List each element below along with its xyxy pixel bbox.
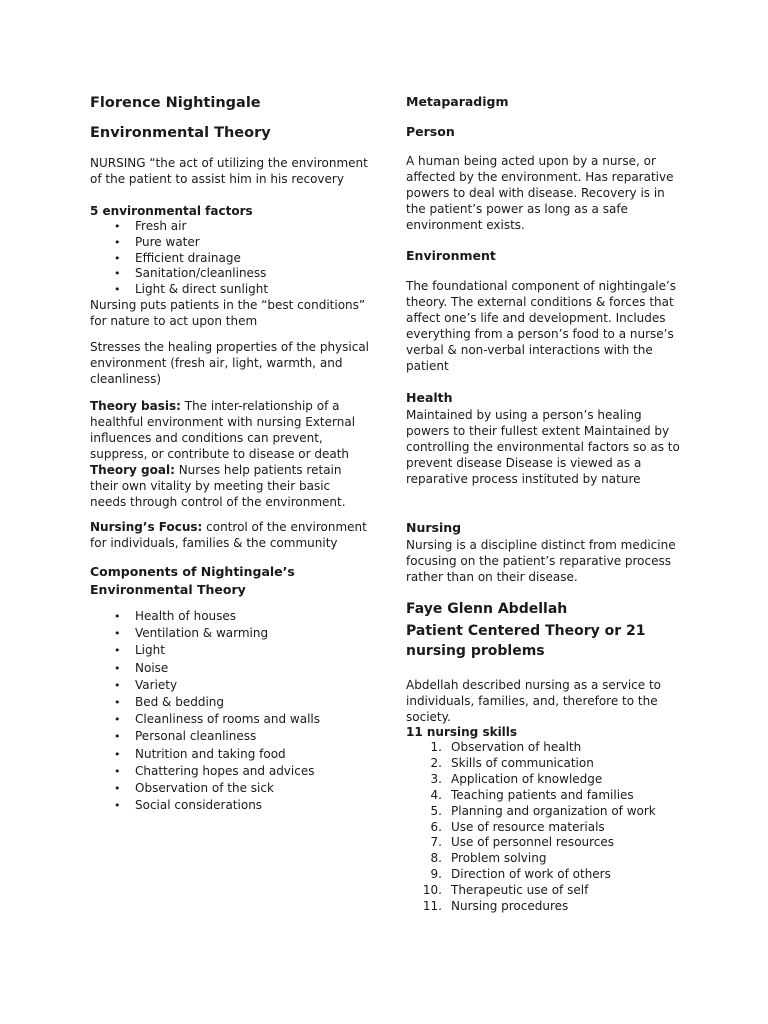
health-heading: Health [406, 390, 453, 405]
list-item: • Noise [90, 660, 370, 677]
list-item: • Ventilation & warming [90, 625, 370, 642]
list-text: Observation of health [451, 740, 582, 754]
list-text: Application of knowledge [451, 771, 603, 786]
components-list [90, 608, 370, 814]
list-item: • Nutrition and taking food [90, 746, 370, 763]
components-heading: Components of Nightingale’s Environmental Theory [90, 564, 295, 597]
list-item [406, 772, 686, 788]
skills-heading: 11 nursing skills [406, 725, 518, 739]
list-number: 5. [430, 803, 442, 818]
person-text: A human being acted upon by a nurse, or affected by the environment. Has reparative powers to deal with disease. Recovery is in the patient’s power as long as a safe environment exists. [406, 154, 674, 232]
list-number: 1. [430, 740, 442, 754]
list-item [406, 740, 686, 756]
theory-goal-label: Theory goal: [90, 463, 175, 477]
environment-heading: Environment [406, 248, 496, 263]
person-heading: Person [406, 124, 455, 139]
list-text: Therapeutic use of self [451, 883, 589, 898]
list-item: • Sanitation/cleanliness [90, 266, 370, 282]
list-text: Teaching patients and families [451, 787, 634, 802]
factors-heading: 5 environmental factors [90, 204, 253, 218]
list-item: • Personal cleanliness [90, 728, 370, 745]
skills-list [406, 740, 686, 915]
list-item [406, 835, 686, 851]
list-number: 4. [430, 787, 442, 802]
list-number: 9. [430, 867, 442, 882]
health-text: Maintained by using a person’s healing powers to their fullest extent Maintained by controlling the environmental factors so as to prevent disease Disease is viewed as a reparative process instituted by nature [406, 408, 680, 486]
list-number: 7. [430, 835, 442, 850]
metaparadigm-heading: Metaparadigm [406, 94, 509, 109]
theory-basis [90, 398, 370, 462]
list-item [406, 899, 686, 915]
list-text: Problem solving [451, 851, 547, 866]
list-text: Use of resource materials [451, 819, 605, 834]
nursing-text: Nursing is a discipline distinct from medicine focusing on the patient’s reparative process rather than on their disease. [406, 538, 676, 584]
list-text: Skills of communication [451, 755, 594, 770]
theory-goal-text: Nurses help patients retain their own vitality by meeting their basic needs through control of the environment. [90, 463, 346, 509]
list-number: 3. [430, 771, 442, 786]
nursing-definition: NURSING “the act of utilizing the environment of the patient to assist him in his recovery [90, 156, 368, 186]
list-item [406, 867, 686, 883]
list-item: • Pure water [90, 235, 370, 251]
nursing-focus-text: control of the environment for individuals, families & the community [90, 520, 367, 550]
nursing-focus [90, 519, 370, 551]
list-item: • Social considerations [90, 797, 370, 814]
list-item: • Bed & bedding [90, 694, 370, 711]
list-text: Direction of work of others [451, 867, 611, 882]
list-text: Use of personnel resources [451, 835, 615, 850]
list-item [406, 851, 686, 867]
list-item: • Fresh air [90, 219, 370, 235]
list-text: Nursing procedures [451, 899, 569, 914]
theory-basis-label: Theory basis: [90, 399, 181, 413]
list-number: 8. [430, 851, 442, 866]
list-item [406, 804, 686, 820]
page-title: Florence Nightingale [90, 95, 261, 111]
nursing-focus-label: Nursing’s Focus: [90, 520, 203, 534]
list-item: • Efficient drainage [90, 251, 370, 267]
list-item: • Chattering hopes and advices [90, 763, 370, 780]
list-item: • Observation of the sick [90, 780, 370, 797]
list-item: • Cleanliness of rooms and walls [90, 711, 370, 728]
abdellah-name: Faye Glenn Abdellah [406, 601, 568, 617]
theory-basis-text: The inter-relationship of a healthful environment with nursing External influences and conditions can prevent, suppress, or contribute to disease or death [90, 399, 356, 461]
best-conditions-text: Nursing puts patients in the “best conditions” for nature to act upon them [90, 298, 366, 328]
list-text: Planning and organization of work [451, 803, 656, 818]
list-item: • Variety [90, 677, 370, 694]
list-number: 11. [422, 899, 442, 914]
list-item: • Light & direct sunlight [90, 282, 370, 298]
factors-list [90, 219, 370, 298]
list-item [406, 883, 686, 899]
stresses-text: Stresses the healing properties of the physical environment (fresh air, light, warmth, and cleanliness) [90, 340, 370, 386]
list-item [406, 756, 686, 772]
theory-title: Environmental Theory [90, 125, 271, 141]
environment-text: The foundational component of nightingale’s theory. The external conditions & forces that affect one’s life and development. Includes everything from a person’s food to a nurse’s verbal & non-verbal interactions with the patient [406, 279, 677, 373]
list-item: • Light [90, 642, 370, 659]
abdellah-theory: Patient Centered Theory or 21 nursing problems [406, 623, 646, 659]
list-item [406, 788, 686, 804]
list-item: • Health of houses [90, 608, 370, 625]
abdellah-description: Abdellah described nursing as a service to individuals, families, and, therefore to the society. [406, 678, 662, 724]
nursing-heading: Nursing [406, 520, 462, 535]
list-number: 6. [430, 819, 442, 834]
list-item [406, 820, 686, 836]
theory-goal [90, 462, 370, 510]
list-number: 10. [422, 883, 442, 898]
list-number: 2. [430, 755, 442, 770]
